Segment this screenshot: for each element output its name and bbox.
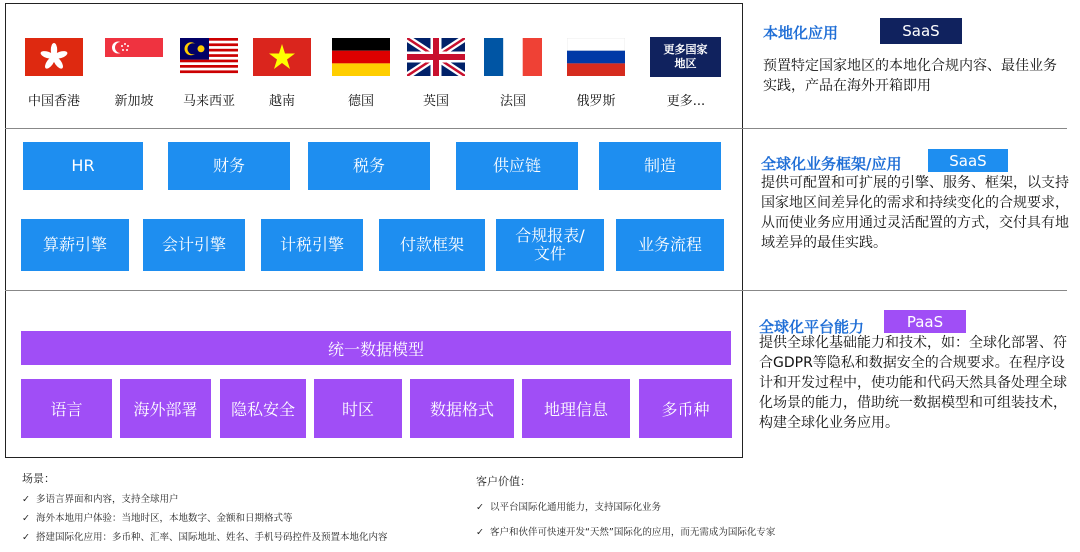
country-label: 马来西亚 [182,94,235,109]
more-countries-label: 更多... [666,94,706,109]
payroll-engine: 算薪引擎 [21,219,129,271]
saas-badge: SaaS [880,18,962,44]
country-label: 俄罗斯 [576,94,616,109]
global-framework-desc: 提供可配置和可扩展的引擎、服务、框架，以支持国家地区间差异化的需求和持续变化的合规要求，从而使业务应用通过灵活配置的方式，交付具有地域差异的最佳实践。 [761,175,1069,251]
country-label: 中国香港 [27,94,80,109]
france-flag-icon [484,38,542,76]
platform-overseas-deployment: 海外部署 [120,379,211,438]
scene-item-text: 海外本地用户体验：当地时区，本地数字、金额和日期格式等 [36,513,293,524]
hong-kong-flag-icon [25,38,83,76]
customer-value-title: 客户价值： [476,475,531,488]
scene-item [22,529,388,543]
compliance-reports: 合规报表/文件 [496,219,604,271]
platform-privacy-security: 隐私安全 [220,379,306,438]
country-label: 德国 [347,94,374,109]
check-icon: ✓ [476,502,484,513]
check-icon: ✓ [22,532,30,543]
global-platform-title: 全球化平台能力 [759,318,865,336]
divider-top [5,128,1067,129]
country-label: 英国 [422,94,449,109]
business-manufacturing: 制造 [599,142,721,190]
vietnam-flag-icon [253,38,311,76]
business-hr: HR [23,142,143,190]
country-label: 法国 [499,94,526,109]
paas-badge: PaaS [884,310,966,333]
business-tax: 税务 [308,142,430,190]
more-countries-line2: 地区 [674,57,697,70]
singapore-flag-icon [105,38,163,76]
localized-apps-title: 本地化应用 [763,24,839,42]
tax-engine: 计税引擎 [261,219,363,271]
divider-middle [5,290,1067,291]
scene-item-text: 搭建国际化应用：多币种、汇率、国际地址、姓名、手机号码控件及预置本地化内容 [36,532,388,543]
more-countries-line1: 更多国家 [663,43,708,56]
global-framework-title: 全球化业务框架/应用 [761,155,902,173]
unified-data-model: 统一数据模型 [21,331,731,365]
value-item [476,499,661,513]
platform-language: 语言 [21,379,112,438]
check-icon: ✓ [22,494,30,505]
check-icon: ✓ [22,513,30,524]
localized-apps-desc: 预置特定国家地区的本地化合规内容、最佳业务实践，产品在海外开箱即用 [763,58,1057,94]
more-countries-box [650,37,721,77]
malaysia-flag-icon [180,38,238,76]
scene-item-text: 多语言界面和内容，支持全球用户 [36,494,179,505]
check-icon: ✓ [476,527,484,538]
scene-item [22,510,293,524]
country-label: 越南 [268,94,295,109]
germany-flag-icon [332,38,390,76]
business-process: 业务流程 [616,219,724,271]
business-finance: 财务 [168,142,290,190]
platform-multi-currency: 多币种 [639,379,732,438]
saas-badge: SaaS [928,149,1008,172]
russia-flag-icon [567,38,625,76]
value-item [476,524,775,538]
business-supply-chain: 供应链 [456,142,578,190]
scene-title: 场景： [22,472,55,485]
value-item-text: 客户和伙伴可快速开发“天然”国际化的应用，而无需成为国际化专家 [490,527,776,538]
accounting-engine: 会计引擎 [143,219,245,271]
payment-framework: 付款框架 [379,219,485,271]
value-item-text: 以平台国际化通用能力，支持国际化业务 [490,502,662,513]
country-label: 新加坡 [114,94,154,109]
uk-flag-icon [407,38,465,76]
scene-item [22,491,179,505]
global-platform-desc: 提供全球化基础能力和技术，如：全球化部署、符合GDPR等隐私和数据安全的合规要求。在程序设计和开发过程中，使功能和代码天然具备处理全球化场景的能力，借助统一数据模型和可组装技术，构建全球化业务应用。 [759,335,1067,431]
platform-geo-info: 地理信息 [522,379,630,438]
platform-data-format: 数据格式 [410,379,514,438]
platform-timezone: 时区 [314,379,402,438]
